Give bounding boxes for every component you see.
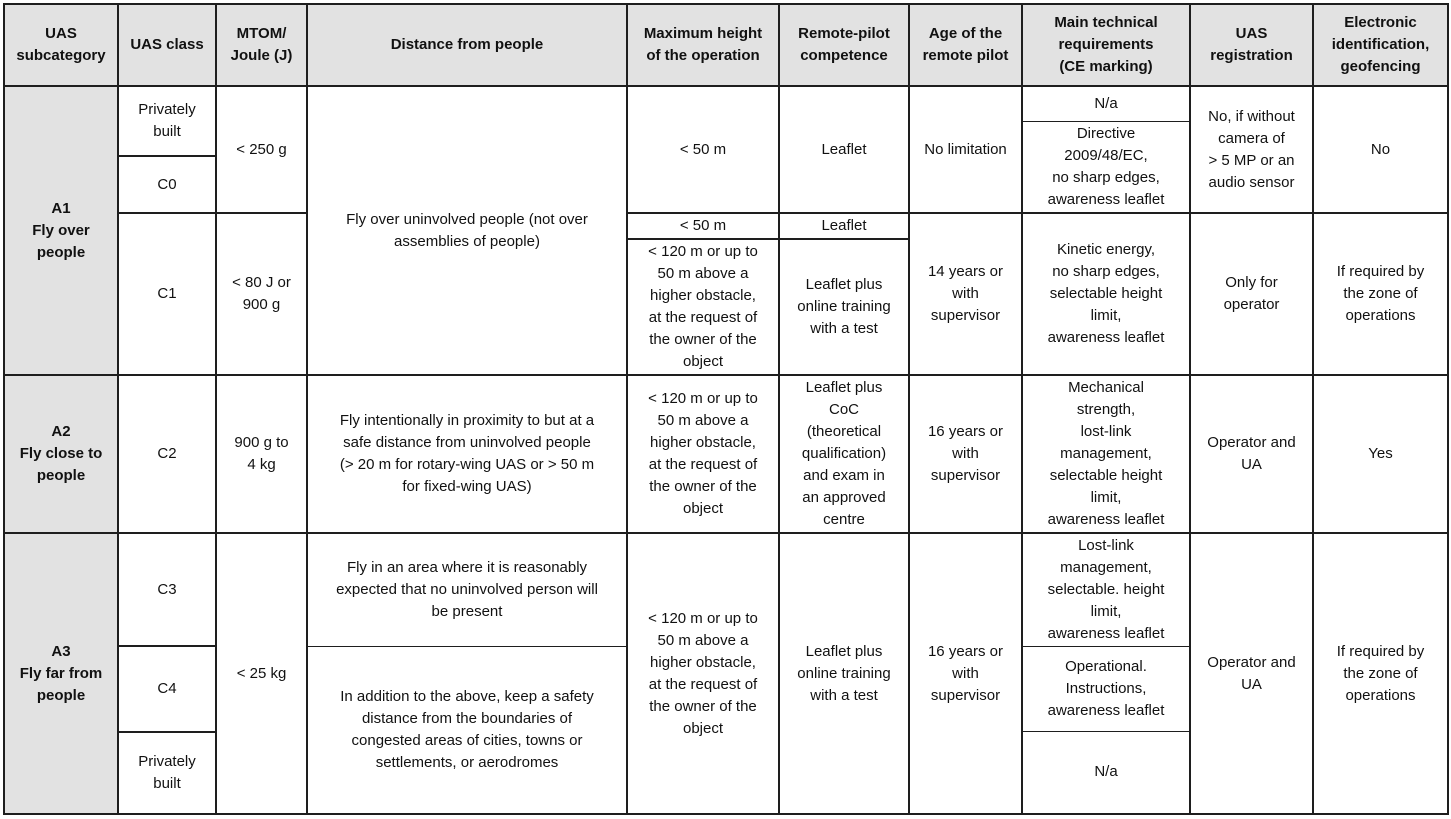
distance-a2: Fly intentionally in proximity to but at a safe distance from uninvolved people (> 20 m for rotary-wing UAS or > 50 m for fixed-wing UAS) — [307, 375, 627, 533]
competence-a2: Leaflet plus CoC (theoretical qualification) and exam in an approved centre — [779, 375, 909, 533]
header-uas-registration: UAS registration — [1190, 4, 1313, 86]
uas-subcategory-table — [3, 3, 1449, 815]
tech-c4: Operational. Instructions, awareness leaflet — [1022, 646, 1190, 731]
age-c0: No limitation — [909, 86, 1022, 213]
class-c1: C1 — [118, 213, 216, 375]
header-technical-requirements: Main technical requirements (CE marking) — [1022, 4, 1190, 86]
mtom-a3: < 25 kg — [216, 533, 307, 814]
table-row — [4, 213, 1448, 239]
header-row — [4, 4, 1448, 86]
registration-a2: Operator and UA — [1190, 375, 1313, 533]
class-privately-built-a1: Privately built — [118, 86, 216, 156]
tech-c1: Kinetic energy, no sharp edges, selectable height limit, awareness leaflet — [1022, 213, 1190, 375]
class-c4: C4 — [118, 646, 216, 732]
class-c0: C0 — [118, 156, 216, 213]
header-electronic-identification: Electronic identification, geofencing — [1313, 4, 1448, 86]
eid-a3: If required by the zone of operations — [1313, 533, 1448, 814]
mtom-c1: < 80 J or 900 g — [216, 213, 307, 375]
table-row — [4, 375, 1448, 533]
competence-c0: Leaflet — [779, 86, 909, 213]
height-c1-b: < 120 m or up to 50 m above a higher obstacle, at the request of the owner of the object — [627, 239, 779, 375]
competence-c1-a: Leaflet — [779, 213, 909, 239]
table-row — [4, 533, 1448, 646]
header-uas-subcategory: UAS subcategory — [4, 4, 118, 86]
competence-c1-b: Leaflet plus online training with a test — [779, 239, 909, 375]
header-distance-from-people: Distance from people — [307, 4, 627, 86]
tech-c0: Directive 2009/48/EC, no sharp edges, awareness leaflet — [1022, 121, 1190, 213]
mtom-c0: < 250 g — [216, 86, 307, 213]
mtom-c2: 900 g to 4 kg — [216, 375, 307, 533]
height-c0: < 50 m — [627, 86, 779, 213]
tech-c2: Mechanical strength, lost-link management, selectable height limit, awareness leaflet — [1022, 375, 1190, 533]
header-uas-class: UAS class — [118, 4, 216, 86]
table-row — [4, 86, 1448, 121]
class-privately-built-a3: Privately built — [118, 732, 216, 814]
height-c1-a: < 50 m — [627, 213, 779, 239]
tech-c3: Lost-link management, selectable. height limit, awareness leaflet — [1022, 533, 1190, 646]
distance-a1: Fly over uninvolved people (not over assemblies of people) — [307, 86, 627, 375]
registration-a3: Operator and UA — [1190, 533, 1313, 814]
header-remote-pilot-age: Age of the remote pilot — [909, 4, 1022, 86]
header-remote-pilot-competence: Remote-pilot competence — [779, 4, 909, 86]
registration-c0: No, if without camera of > 5 MP or an audio sensor — [1190, 86, 1313, 213]
header-maximum-height: Maximum height of the operation — [627, 4, 779, 86]
height-a3: < 120 m or up to 50 m above a higher obstacle, at the request of the owner of the object — [627, 533, 779, 814]
header-mtom: MTOM/ Joule (J) — [216, 4, 307, 86]
registration-c1: Only for operator — [1190, 213, 1313, 375]
age-c1: 14 years or with supervisor — [909, 213, 1022, 375]
distance-c4: In addition to the above, keep a safety distance from the boundaries of congested areas of cities, towns or settlements, or aerodromes — [307, 646, 627, 814]
subcategory-a2: A2 Fly close to people — [4, 375, 118, 533]
subcategory-a1: A1 Fly over people — [4, 86, 118, 375]
tech-privately-built-a1: N/a — [1022, 86, 1190, 121]
age-a3: 16 years or with supervisor — [909, 533, 1022, 814]
eid-c0: No — [1313, 86, 1448, 213]
subcategory-a3: A3 Fly far from people — [4, 533, 118, 814]
tech-privately-built-a3: N/a — [1022, 731, 1190, 814]
age-a2: 16 years or with supervisor — [909, 375, 1022, 533]
eid-a2: Yes — [1313, 375, 1448, 533]
height-a2: < 120 m or up to 50 m above a higher obstacle, at the request of the owner of the object — [627, 375, 779, 533]
competence-a3: Leaflet plus online training with a test — [779, 533, 909, 814]
class-c3: C3 — [118, 533, 216, 646]
distance-c3: Fly in an area where it is reasonably expected that no uninvolved person will be present — [307, 533, 627, 646]
class-c2: C2 — [118, 375, 216, 533]
eid-c1: If required by the zone of operations — [1313, 213, 1448, 375]
